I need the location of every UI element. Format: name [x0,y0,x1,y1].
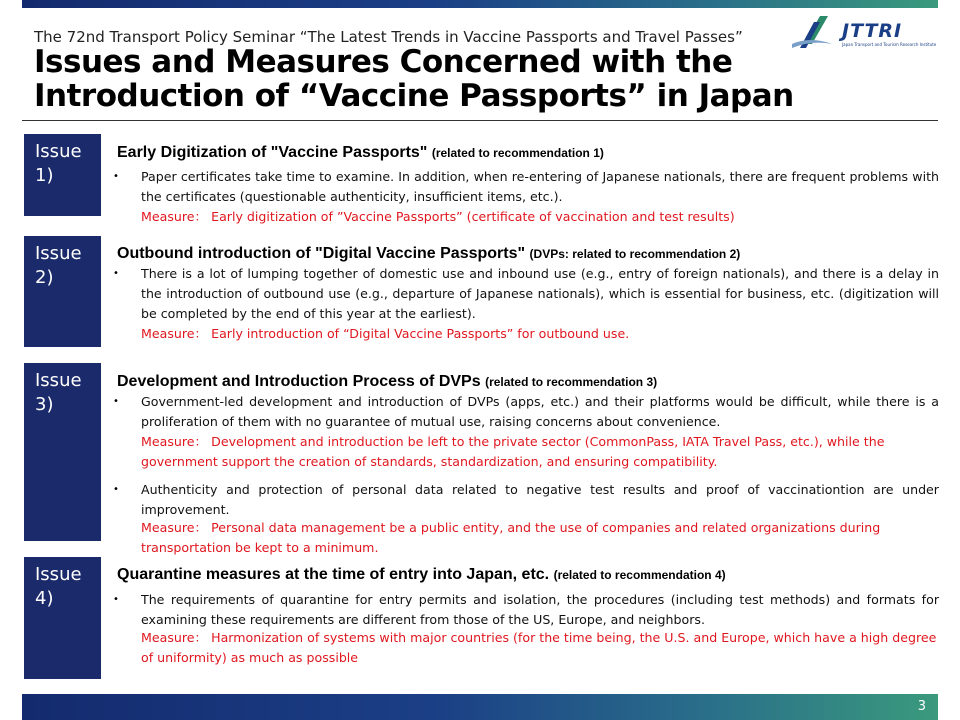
issue-2-recommendation: (DVPs: related to recommendation 2) [529,247,741,261]
issue-4-tag: Issue 4) [24,557,101,679]
issue-2-bullet: • [113,268,119,279]
issue-1-text: Paper certificates take time to examine. In addition, when re-entering of Japanese nationals, there are frequent problems with the certificates (questionable authenticity, insufficient items, etc.). [141,169,939,204]
issue-2-text: There is a lot of lumping together of domestic use and inbound use (e.g., entry of foreign nationals), and there is a delay in the introduction of outbound use (e.g., departure of Japanese nationals), which is essential for business, etc. (digitization will be completed by the end of this year at the earliest). [141,266,939,321]
issue-3-text-1: Government-led development and introduction of DVPs (apps, etc.) and their platforms would be difficult, while there is a proliferation of them with no guarantee of mutual use, raising concerns about convenience. [141,394,939,429]
issue-1-bullet: • [113,171,119,182]
issue-1-title: Early Digitization of "Vaccine Passports" [117,144,428,161]
issue-3-tag: Issue 3) [24,363,101,541]
seminar-subtitle: The 72nd Transport Policy Seminar “The Latest Trends in Vaccine Passports and Travel Passes” [34,28,743,46]
logo-subtext: Japan Transport and Tourism Research Institute [842,42,937,47]
issue-3-text-2: Authenticity and protection of personal data related to negative test results and proof of vaccinationtion are under improvement. [141,482,939,517]
page-title: Issues and Measures Concerned with the Introduction of “Vaccine Passports” in Japan [34,44,794,114]
logo-wordmark: JTTRI [842,20,903,42]
issue-3-bullet-1: • [113,396,119,407]
issue-3-measure-2: Measure： Personal data management be a public entity, and the use of companies and related organizations during transportation be kept to a minimum. [141,520,881,555]
issue-2-heading [117,245,740,263]
top-accent-bar [22,0,938,8]
issue-3-measure-1: Measure： Development and introduction be left to the private sector (CommonPass, IATA Travel Pass, etc.), while the government support the creation of standards, standardization, and ensuring compatibility. [141,434,885,469]
issue-1-tag: Issue 1) [24,134,101,216]
issue-2-tag: Issue 2) [24,236,101,347]
page-number: 3 [917,699,926,714]
issue-1-heading [117,144,604,162]
issue-1-recommendation: (related to recommendation 1) [431,146,604,160]
issue-3-bullet-2: • [113,484,119,495]
issue-3-title: Development and Introduction Process of DVPs [117,373,481,390]
issue-4-measure: Measure： Harmonization of systems with major countries (for the time being, the U.S. and Europe, which have a high degree of uniformity) as much as possible [141,630,937,665]
issue-4-bullet: • [113,594,119,605]
title-divider [22,120,938,121]
issue-2-title: Outbound introduction of "Digital Vaccine Passports" [117,245,526,262]
jttri-logo [790,14,940,52]
issue-4-text: The requirements of quarantine for entry permits and isolation, the procedures (including test methods) and formats for examining these requirements are different from those of the US, Europe, and neighbors. [141,592,939,627]
issue-1-measure: Measure： Early digitization of ”Vaccine Passports” (certificate of vaccination and test results) [141,209,735,224]
logo-swoosh-icon [790,14,834,52]
issue-2-measure: Measure： Early introduction of “Digital Vaccine Passports” for outbound use. [141,326,630,341]
issue-3-recommendation: (related to recommendation 3) [485,375,658,389]
issue-4-recommendation: (related to recommendation 4) [553,568,726,582]
issue-3-heading [117,373,657,391]
issue-4-heading [117,566,726,584]
footer-bar [22,694,938,720]
issue-4-title: Quarantine measures at the time of entry into Japan, etc. [117,566,550,583]
